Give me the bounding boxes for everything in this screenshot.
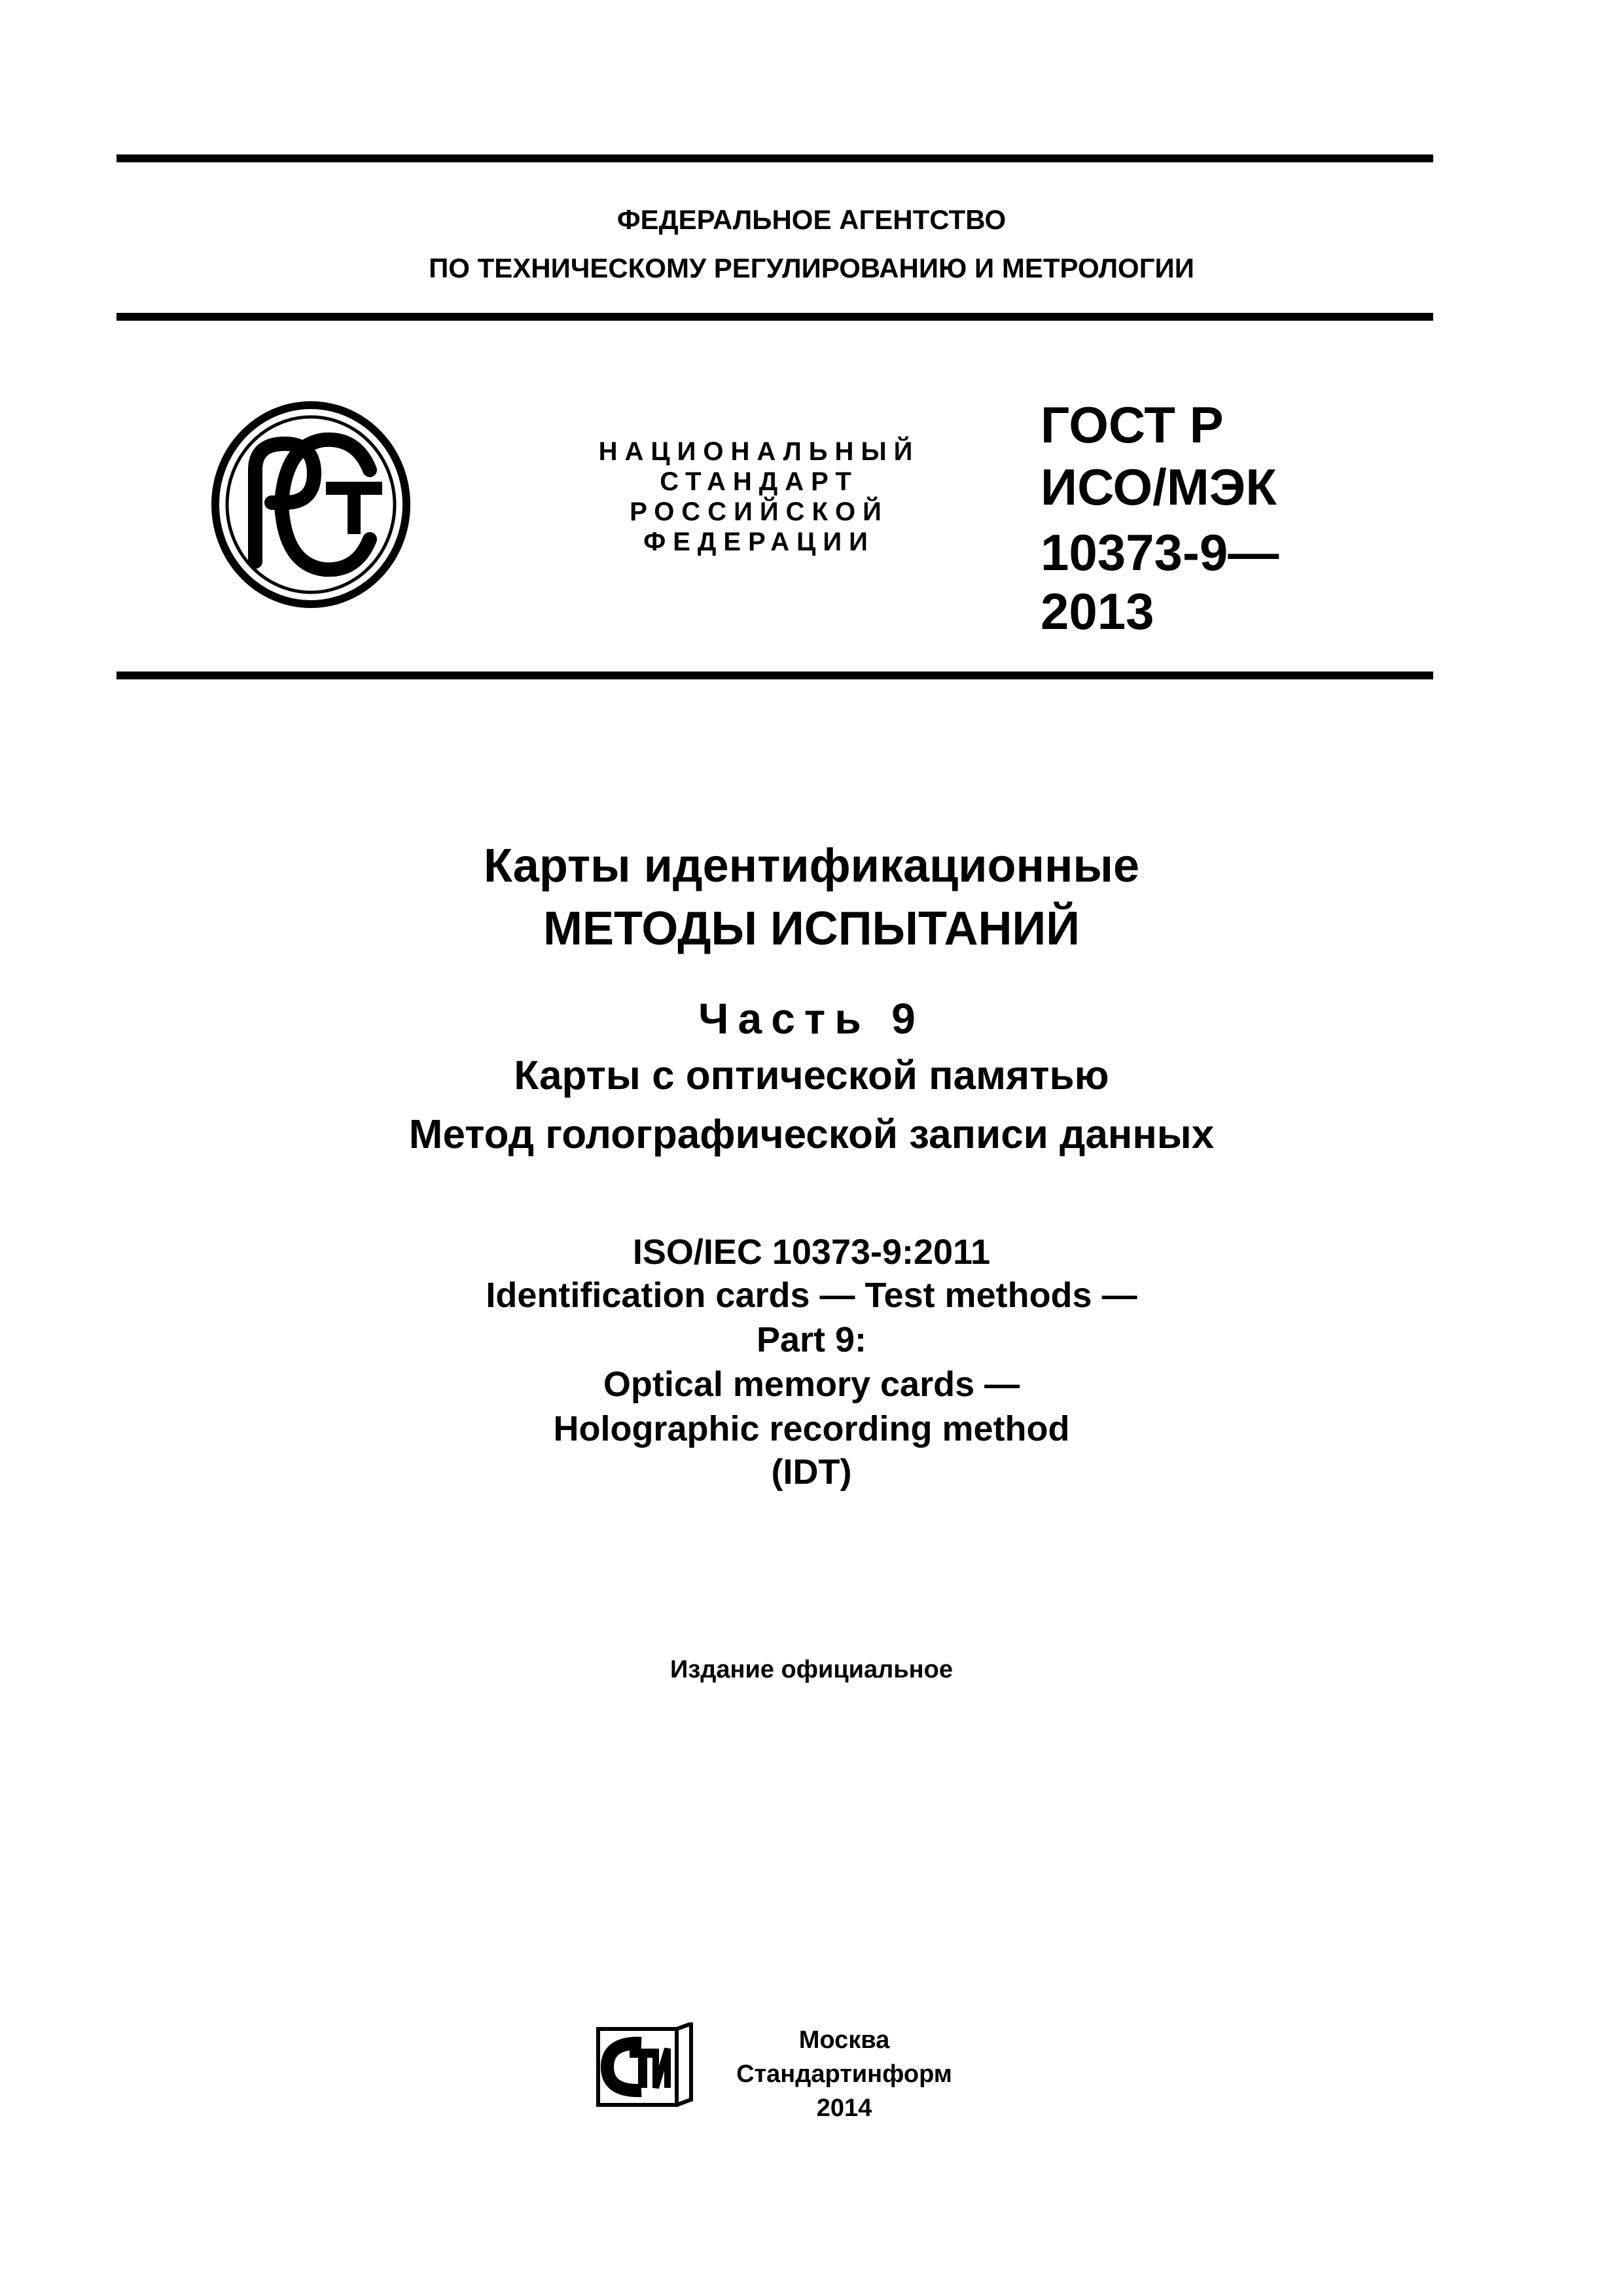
part-title-line-1: Карты с оптической памятью [514, 1053, 1109, 1098]
standard-designation-line: ИСО/МЭК [1041, 458, 1277, 516]
top-rule [116, 154, 1433, 162]
publisher-city: Москва [798, 2026, 890, 2054]
part-title-line-2: Метод голографической записи данных [408, 1112, 1215, 1157]
iso-reference-line: Holographic recording method [553, 1409, 1070, 1448]
rst-logo-icon [209, 398, 412, 611]
national-standard-line: ФЕДЕРАЦИИ [643, 528, 875, 556]
standard-designation-line: ГОСТ Р [1041, 396, 1224, 454]
part-heading: Часть 9 [698, 994, 925, 1043]
iso-reference-line: Optical memory cards — [603, 1365, 1020, 1404]
agency-rule [116, 313, 1433, 321]
sti-logo-icon [596, 2022, 695, 2109]
national-standard-line: НАЦИОНАЛЬНЫЙ [598, 437, 920, 466]
standard-designation-line: 2013 [1041, 583, 1154, 640]
publication-year: 2014 [816, 2094, 872, 2122]
iso-reference-line: Identification cards — Test methods — [486, 1276, 1137, 1315]
publisher-name: Стандартинформ [736, 2060, 952, 2088]
standard-designation-line: 10373-9— [1041, 524, 1279, 581]
edition-note: Издание официальное [670, 1656, 953, 1683]
iso-reference-line: ISO/IEC 10373-9:2011 [632, 1232, 991, 1272]
agency-line-2: ПО ТЕХНИЧЕСКОМУ РЕГУЛИРОВАНИЮ И МЕТРОЛОГИИ [429, 253, 1194, 283]
document-title-line-1: Карты идентификационные [483, 840, 1140, 892]
header-bottom-rule [116, 672, 1433, 679]
iso-reference-line: Part 9: [756, 1320, 867, 1359]
iso-reference-line: (IDT) [771, 1452, 852, 1492]
document-title-line-2: МЕТОДЫ ИСПЫТАНИЙ [543, 903, 1080, 955]
national-standard-line: СТАНДАРТ [660, 467, 859, 496]
agency-line-1: ФЕДЕРАЛЬНОЕ АГЕНТСТВО [616, 204, 1007, 235]
national-standard-line: РОССИЙСКОЙ [630, 497, 889, 526]
